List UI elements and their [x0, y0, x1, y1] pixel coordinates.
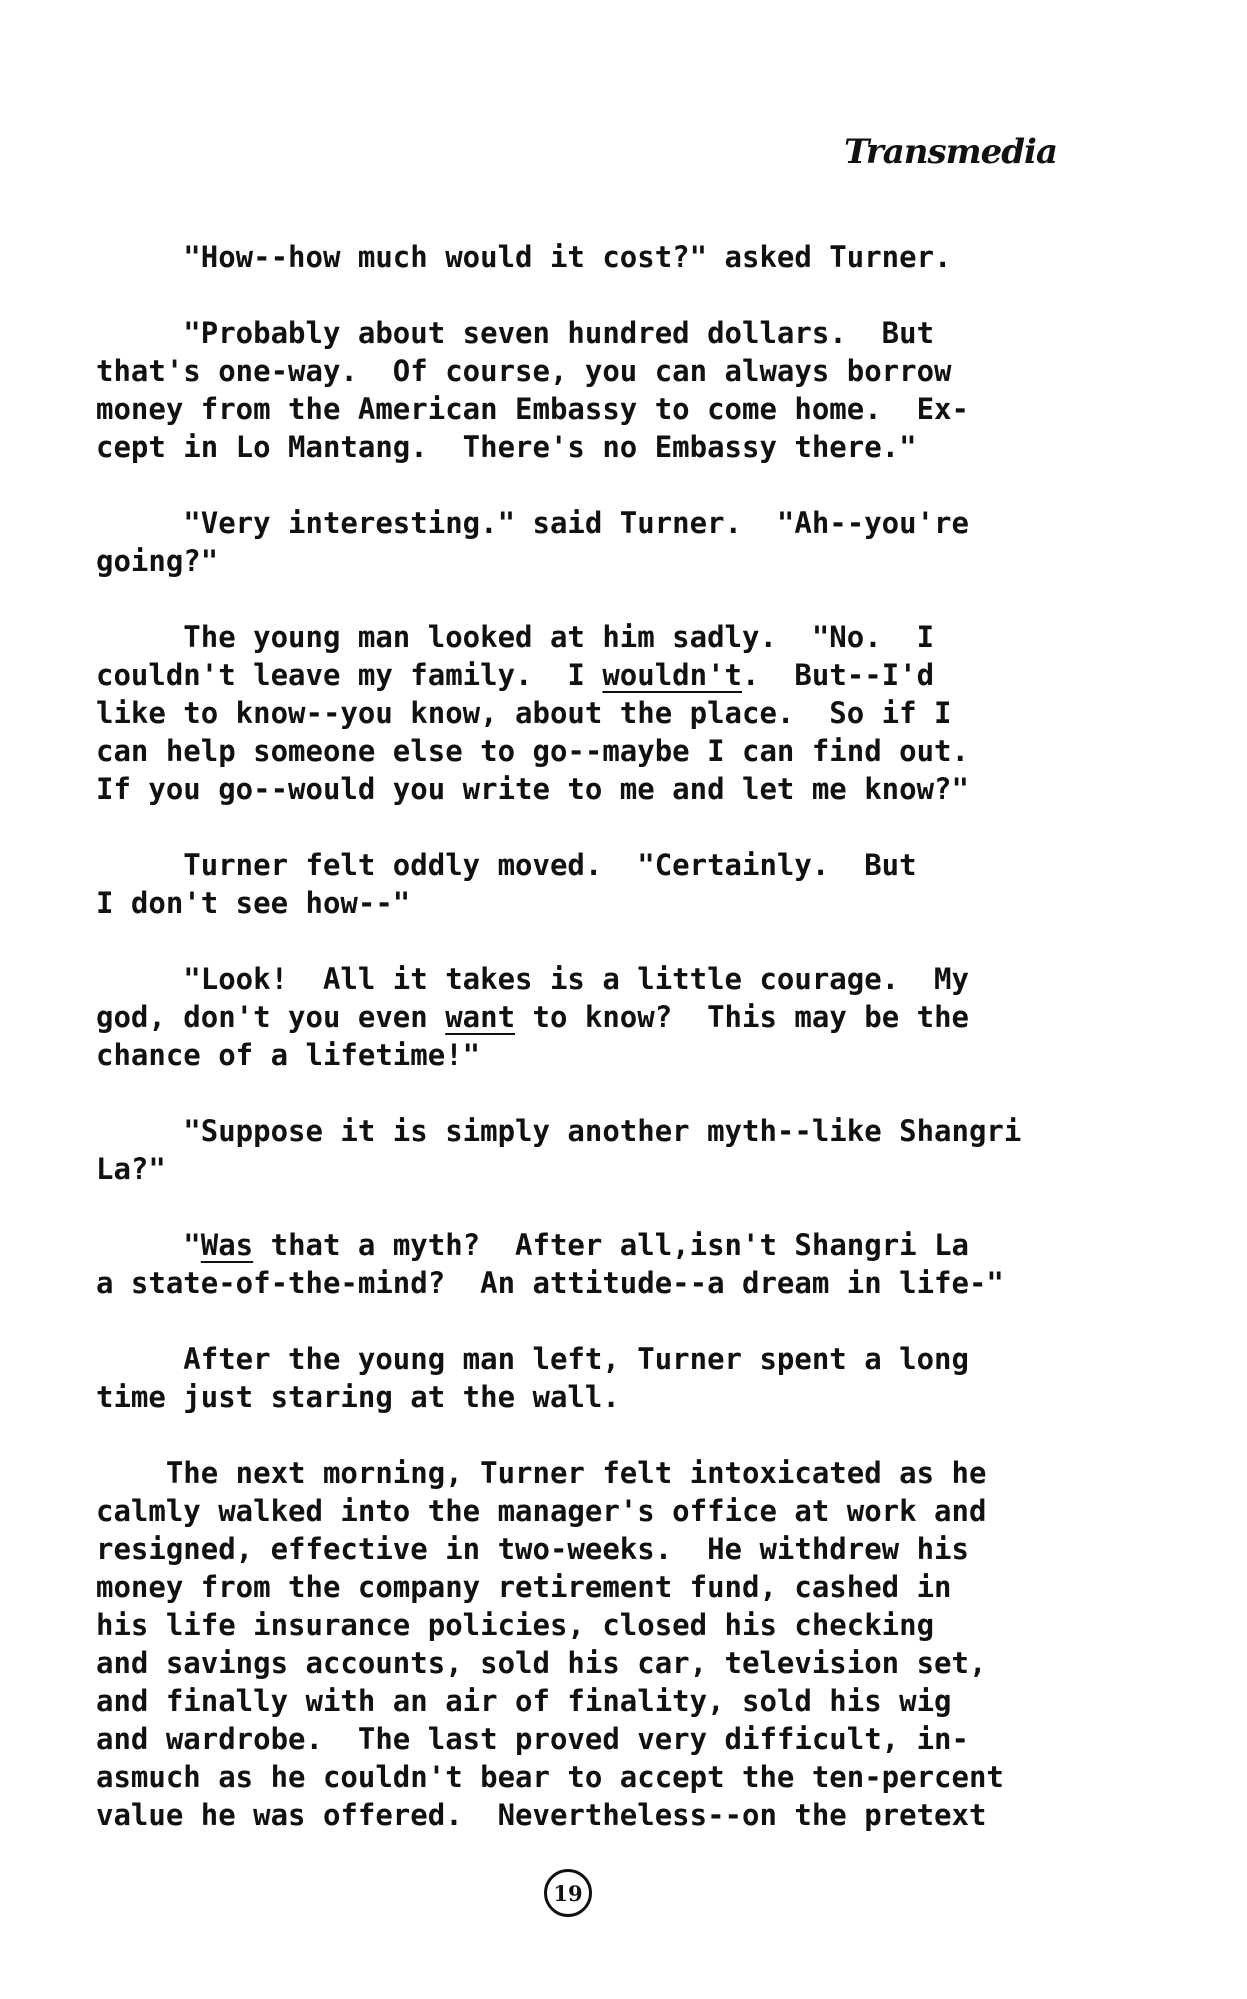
text-line: La?" — [96, 1152, 166, 1186]
text-line: "Was that a myth? After all,isn't Shangri La — [96, 1228, 969, 1262]
text-line: time just staring at the wall. — [96, 1380, 620, 1414]
text-line: Turner felt oddly moved. "Certainly. But — [96, 848, 917, 882]
paragraph — [96, 618, 1156, 808]
publisher-logo: Transmedia — [844, 132, 1057, 172]
text-line: a state-of-the-mind? An attitude--a dream in life-" — [96, 1266, 1004, 1300]
text-line: "How--how much would it cost?" asked Turner. — [96, 240, 952, 274]
paragraph — [96, 1454, 1156, 1834]
text-line: calmly walked into the manager's office at work and — [96, 1494, 987, 1528]
paragraph — [96, 314, 1156, 466]
text-line: god, don't you even want to know? This may be the — [96, 1000, 969, 1034]
text-line: "Suppose it is simply another myth--like Shangri — [96, 1114, 1022, 1148]
underlined-word: wouldn't — [602, 658, 743, 692]
paragraph — [96, 1340, 1156, 1416]
text-line: "Very interesting." said Turner. "Ah--you're — [96, 506, 969, 540]
text-line: that's one-way. Of course, you can always borrow — [96, 354, 952, 388]
paragraph — [96, 960, 1156, 1074]
text-line: couldn't leave my family. I wouldn't. But--I'd — [96, 658, 935, 692]
text-line: his life insurance policies, closed his checking — [96, 1608, 935, 1642]
text-line: can help someone else to go--maybe I can find out. — [96, 734, 969, 768]
text-line: value he was offered. Nevertheless--on the pretext — [96, 1798, 987, 1832]
text-line: The young man looked at him sadly. "No. I — [96, 620, 935, 654]
story-text — [96, 238, 1156, 1872]
text-line: money from the company retirement fund, cashed in — [96, 1570, 952, 1604]
text-line: and wardrobe. The last proved very difficult, in- — [96, 1722, 969, 1756]
paragraph — [96, 504, 1156, 580]
text-line: like to know--you know, about the place. So if I — [96, 696, 952, 730]
paragraph — [96, 238, 1156, 276]
underlined-word: Was — [200, 1228, 254, 1262]
text-line: chance of a lifetime!" — [96, 1038, 481, 1072]
text-line: After the young man left, Turner spent a long — [96, 1342, 969, 1376]
text-line: If you go--would you write to me and let me know?" — [96, 772, 969, 806]
text-line: I don't see how--" — [96, 886, 411, 920]
text-line: going?" — [96, 544, 219, 578]
text-line: and savings accounts, sold his car, television set, — [96, 1646, 987, 1680]
text-line: The next morning, Turner felt intoxicated as he — [96, 1456, 987, 1490]
paragraph — [96, 1112, 1156, 1188]
text-line: "Look! All it takes is a little courage. My — [96, 962, 969, 996]
text-line: "Probably about seven hundred dollars. But — [96, 316, 935, 350]
text-line: asmuch as he couldn't bear to accept the ten-percent — [96, 1760, 1004, 1794]
text-line: resigned, effective in two-weeks. He withdrew his — [96, 1532, 969, 1566]
text-line: cept in Lo Mantang. There's no Embassy there." — [96, 430, 917, 464]
page-number: 19 — [544, 1869, 592, 1917]
text-line: and finally with an air of finality, sold his wig — [96, 1684, 952, 1718]
paragraph — [96, 1226, 1156, 1302]
paragraph — [96, 846, 1156, 922]
text-line: money from the American Embassy to come home. Ex- — [96, 392, 969, 426]
underlined-word: want — [445, 1000, 516, 1034]
